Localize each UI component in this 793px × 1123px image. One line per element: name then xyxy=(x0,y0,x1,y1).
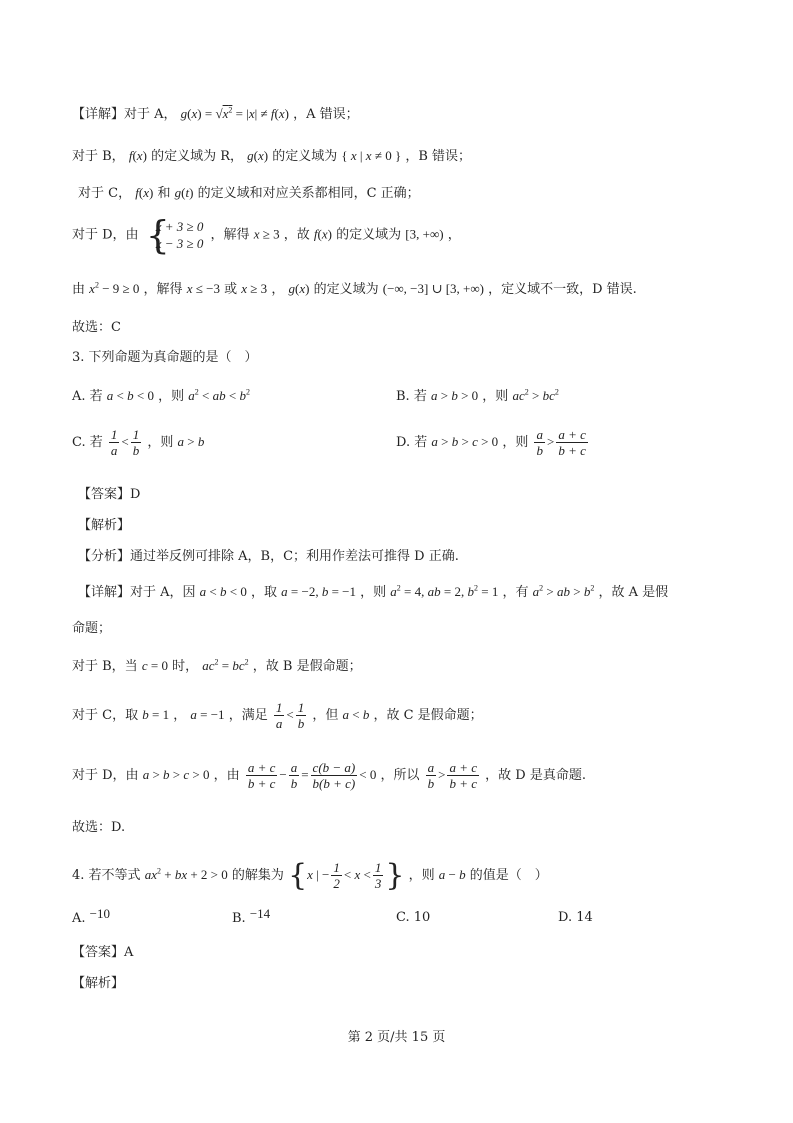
option-4c: C. 10 xyxy=(396,910,431,925)
option-4a: A. −10 xyxy=(72,906,111,926)
detail-line-b: 对于 B， f(x) 的定义域为 R， g(x) 的定义域为 { x | x ≠ 0 } ，B 错误； xyxy=(72,148,472,164)
math-expr: g xyxy=(180,106,188,121)
question-3-stem: 3. 下列命题为真命题的是（ ） xyxy=(72,350,258,365)
detail-line-c: 对于 C， f(x) 和 g(t) 的定义域和对应关系都相同，C 正确； xyxy=(78,185,420,201)
detail-3-d: 对于 D，由 a > b > c > 0 ，由 $\frac{a + c}{b + c}$ − $\frac{a}{b}$ = $\frac{c(b - a)}{b(b + c)}$ < 0 ，所以 $\frac{a}{b}$ > $\frac{a + c}{b + c}$ ，故 D 是真命题. xyxy=(72,760,586,791)
answer-4: 【答案】A xyxy=(72,945,134,960)
answer-line: 故选：C xyxy=(72,320,121,335)
option-4d: D. 14 xyxy=(558,910,593,925)
analysis-4-heading: 【解析】 xyxy=(72,976,125,991)
detail-3-b: 对于 B，当 c = 0 时， $ac^2 = bc^2$ ，故 B 是假命题； xyxy=(72,657,362,674)
detail-line-d: 对于 D，由 { x + 3 ≥ 0 x − 3 ≥ 0 ，解得 x ≥ 3 ，故 f(x) 的定义域为 [3, +∞) ， xyxy=(72,213,461,257)
option-4b: B. −14 xyxy=(232,906,271,926)
answer-3: 【答案】D xyxy=(78,487,141,502)
detail-line-e: 由 $x^2 - 9 \ge 0$ ，解得 x ≤ −3 或 x ≥ 3 ， g(x) 的定义域为 (−∞, −3] ∪ [3, +∞) ，定义域不一致，D 错误. xyxy=(72,280,637,297)
answer-line-3: 故选：D. xyxy=(72,820,126,835)
option-c: C. 若 $\frac{1}{a}$ < $\frac{1}{b}$ ，则 a > b xyxy=(72,427,205,458)
equation-system: { x + 3 ≥ 0 x − 3 ≥ 0 xyxy=(145,213,204,257)
detail-3-c: 对于 C，取 b = 1 ， a = −1 ，满足 $\frac{1}{a}$ < $\frac{1}{b}$ ，但 a < b ，故 C 是假命题； xyxy=(72,700,483,731)
option-b: B. 若 a > b > 0 ，则 $ac^2 > bc^2$ xyxy=(396,387,559,404)
page-footer: 第 2 页/共 15 页 xyxy=(347,1030,446,1045)
option-d: D. 若 a > b > c > 0 ，则 $\frac{a}{b}$ > $\frac{a + c}{b + c}$ xyxy=(396,427,586,458)
detail-3-a: 【详解】对于 A，因 a < b < 0 ，取 a = −2, b = −1 ，则 $a^2 = 4$, ab = 2, $b^2 = 1$ ，有 $a^2$ > ab > $b^2$ ，故 A 是假 xyxy=(78,583,669,600)
detail-line-a: 【详解】对于 A， $g(x) = √x^2 = |x| \ne f(x)$ ，A 错误； xyxy=(72,105,359,122)
detail-3-a-cont: 命题； xyxy=(72,621,112,636)
question-4-stem: 4. 若不等式 $ax^2$ + bx + 2 > 0 的解集为 {x | − $\frac{1}{2}$ < x < $\frac{1}{3}$ } ，则 a − b 的值是（ ） xyxy=(72,858,548,893)
analysis-3-summary: 【分析】通过举反例可排除 A，B，C；利用作差法可推得 D 正确. xyxy=(78,549,459,564)
analysis-3-heading: 【解析】 xyxy=(78,518,131,533)
option-a: A. 若 a < b < 0 ，则 $a^2$ < ab < $b^2$ xyxy=(72,387,250,404)
